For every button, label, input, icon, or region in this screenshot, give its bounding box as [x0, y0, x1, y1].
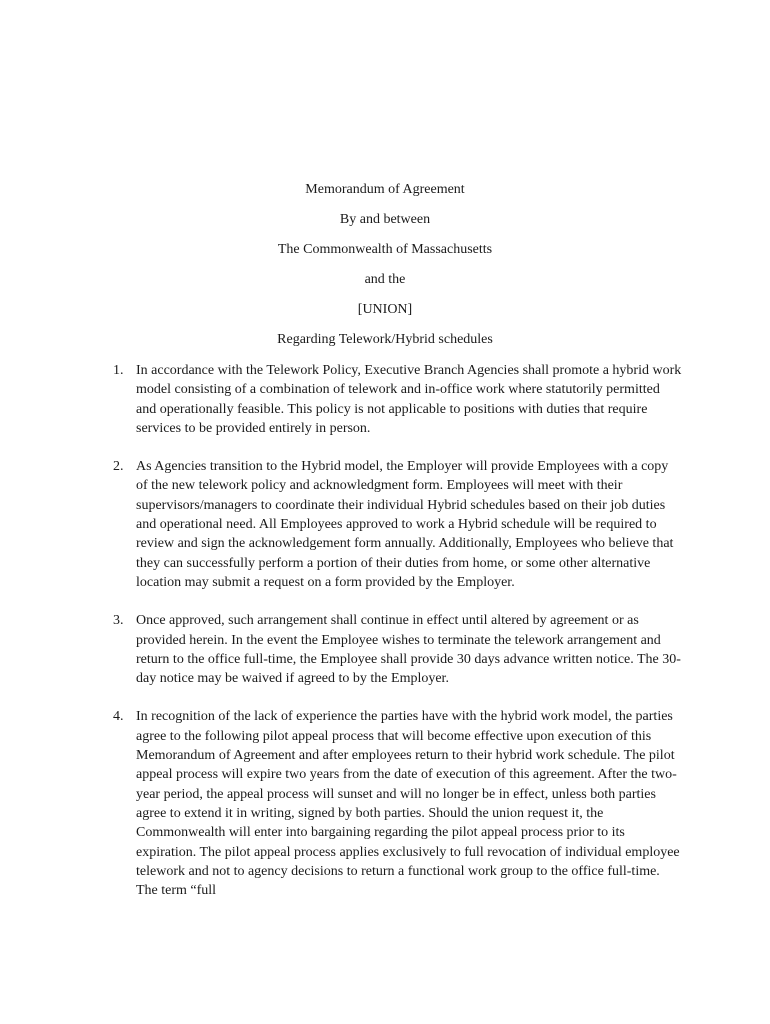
- clause-list: [113, 361, 683, 919]
- clause-item: [113, 457, 683, 592]
- clause-text: Once approved, such arrangement shall continue in effect until altered by agreement or as provided herein. In the event the Employee wishes to terminate the telework arrangement and return to the office full-time, the Employee shall provide 30 days advance written notice. The 30-day notice may be waived if agreed to by the Employer.: [136, 613, 681, 687]
- clause-text: In accordance with the Telework Policy, Executive Branch Agencies shall promote a hybrid work model consisting of a combination of telework and in-office work where statutorily permitted and operationally feasible. This policy is not applicable to positions with duties that require services to be provided entirely in person.: [136, 363, 682, 436]
- parties-intro: By and between: [339, 212, 431, 227]
- party-union: [UNION]: [357, 302, 413, 317]
- clause-number: 1.: [113, 363, 124, 378]
- clause-item: [113, 707, 683, 900]
- party-employer: The Commonwealth of Massachusetts: [277, 242, 493, 257]
- clause-text: As Agencies transition to the Hybrid model, the Employer will provide Employees with a copy of the new telework policy and acknowledgment form. Employees will meet with their supervisors/managers to coordinate their individual Hybrid schedules based on their job duties and operational need. All Employees approved to work a Hybrid schedule will be required to review and sign the acknowledgement form annually. Additionally, Employees who believe that they can successfully perform a portion of their duties from home, or some other alternative location may submit a request on a form provided by the Employer.: [136, 459, 674, 590]
- clause-item: [113, 361, 683, 438]
- document-title: Memorandum of Agreement: [305, 182, 465, 197]
- clause-text: In recognition of the lack of experience the parties have with the hybrid work model, the parties agree to the following pilot appeal process that will become effective upon execution of this Memorandum of Agreement and after employees return to their hybrid work schedule. The pilot appeal process will expire two years from the date of execution of this agreement. After the two-year period, the appeal process will sunset and will no longer be in effect, unless both parties agree to extend it in writing, signed by both parties. Should the union request it, the Commonwealth will enter into bargaining regarding the pilot appeal process prior to its expiration. The pilot appeal process applies exclusively to full revocation of individual employee telework and not to agency decisions to return a functional work group to the office full-time. The term “full: [136, 709, 680, 899]
- parties-conjunction: and the: [364, 272, 406, 287]
- document-subject: Regarding Telework/Hybrid schedules: [277, 332, 493, 347]
- clause-number: 4.: [113, 709, 124, 725]
- agreement-header: [0, 181, 770, 361]
- clause-item: [113, 611, 683, 688]
- clause-number: 2.: [113, 459, 124, 475]
- clause-number: 3.: [113, 613, 124, 629]
